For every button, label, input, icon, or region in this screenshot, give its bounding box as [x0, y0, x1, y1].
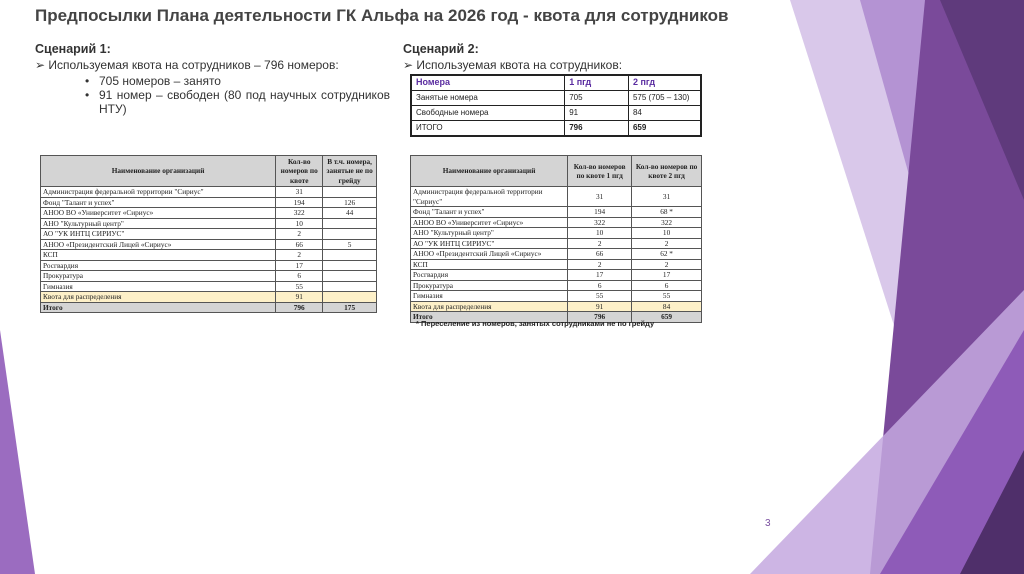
- table-cell: 6: [276, 271, 323, 282]
- slide-title: Предпосылки Плана деятельности ГК Альфа на 2026 год - квота для сотрудников: [35, 6, 729, 25]
- table-cell: 31: [276, 187, 323, 198]
- table-row: [41, 208, 377, 219]
- table-cell: 796: [565, 121, 629, 137]
- table-cell: Администрация федеральной территории "Сириус": [41, 187, 276, 198]
- table-row: [41, 187, 377, 198]
- table-cell: 68 *: [632, 207, 702, 218]
- table-cell: [323, 187, 377, 198]
- table-cell: КСП: [41, 250, 276, 261]
- table-row: [411, 217, 702, 228]
- quota-table-scenario-1: [40, 155, 377, 313]
- column-header: Наименование организаций: [41, 156, 276, 187]
- table-row: [411, 187, 702, 207]
- table-row: [411, 301, 702, 312]
- table-cell: Свободные номера: [411, 106, 565, 121]
- table-cell: 6: [632, 280, 702, 291]
- column-header: В т.ч. номера, занятые не по грейду: [323, 156, 377, 187]
- table-cell: 91: [568, 301, 632, 312]
- table-cell: 2: [276, 229, 323, 240]
- table-cell: 2: [632, 238, 702, 249]
- table-row: [41, 218, 377, 229]
- table-row: [41, 239, 377, 250]
- table-cell: АНОО «Президентский Лицей «Сириус»: [411, 249, 568, 260]
- table-cell: 91: [565, 106, 629, 121]
- table-row: [411, 249, 702, 260]
- table-cell: Итого: [41, 302, 276, 313]
- scenario-1-bullet: • 91 номер – свободен (80 под научных сотрудников НТУ): [85, 88, 390, 116]
- table-cell: 17: [632, 270, 702, 281]
- table-cell: 2: [568, 259, 632, 270]
- table-cell: Фонд "Талант и успех": [41, 197, 276, 208]
- table-row: [411, 238, 702, 249]
- table-cell: 5: [323, 239, 377, 250]
- table-cell: 659: [628, 121, 701, 137]
- table-row: [411, 91, 701, 106]
- table-cell: 575 (705 – 130): [628, 91, 701, 106]
- table-cell: 10: [632, 228, 702, 239]
- column-header: Кол-во номеров по квоте 1 пгд: [568, 156, 632, 187]
- table-cell: 84: [628, 106, 701, 121]
- table-cell: [323, 260, 377, 271]
- table-cell: 796: [276, 302, 323, 313]
- table-cell: 194: [276, 197, 323, 208]
- scenario-1-bullet: • 705 номеров – занято: [85, 74, 390, 88]
- column-header: Наименование организаций: [411, 156, 568, 187]
- column-header: Номера: [411, 75, 565, 91]
- table-cell: Росгвардия: [41, 260, 276, 271]
- table-cell: [323, 250, 377, 261]
- table-cell: 659: [632, 312, 702, 323]
- table-header-row: [41, 156, 377, 187]
- table-cell: [323, 271, 377, 282]
- column-header: 1 пгд: [565, 75, 629, 91]
- table-cell: 44: [323, 208, 377, 219]
- table-cell: 322: [568, 217, 632, 228]
- scenario-1-text: Используемая квота на сотрудников – 796 номеров:: [48, 58, 339, 72]
- table-row: [41, 260, 377, 271]
- table-cell: 62 *: [632, 249, 702, 260]
- table-cell: 17: [276, 260, 323, 271]
- table-cell: 55: [276, 281, 323, 292]
- table-cell: АНОО ВО «Университет «Сириус»: [411, 217, 568, 228]
- table-cell: 322: [276, 208, 323, 219]
- table-row: [411, 121, 701, 137]
- scenario-1-heading: Сценарий 1:: [35, 42, 111, 56]
- table-cell: Занятые номера: [411, 91, 565, 106]
- table-row: [411, 291, 702, 302]
- table-cell: Прокуратура: [411, 280, 568, 291]
- table-cell: 6: [568, 280, 632, 291]
- table-cell: 194: [568, 207, 632, 218]
- table-cell: 2: [276, 250, 323, 261]
- table-header-row: [411, 75, 701, 91]
- table-cell: 322: [632, 217, 702, 228]
- table-row: [411, 228, 702, 239]
- scenario-1-line: ➢ Используемая квота на сотрудников – 796 номеров:: [35, 58, 339, 72]
- table-cell: КСП: [411, 259, 568, 270]
- table-cell: Фонд "Талант и успех": [411, 207, 568, 218]
- footnote: * Переселение из номеров, занятых сотрудниками не по грейду: [416, 319, 655, 328]
- scenario-1: [35, 42, 390, 116]
- scenario-2-heading: Сценарий 2:: [403, 42, 479, 56]
- column-header: Кол-во номеров по квоте 2 пгд: [632, 156, 702, 187]
- table-cell: АНО "Культурный центр": [41, 218, 276, 229]
- table-row: [41, 302, 377, 313]
- table-cell: 84: [632, 301, 702, 312]
- table-cell: 91: [276, 292, 323, 303]
- summary-table: [410, 74, 702, 137]
- quota-table-scenario-2: [410, 155, 702, 323]
- table-row: [41, 271, 377, 282]
- table-cell: 2: [568, 238, 632, 249]
- table-cell: ИТОГО: [411, 121, 565, 137]
- table-row: [41, 250, 377, 261]
- table-cell: [323, 218, 377, 229]
- table-cell: 10: [276, 218, 323, 229]
- table-cell: Администрация федеральной территории "Сириус": [411, 187, 568, 207]
- table-cell: Гимназия: [411, 291, 568, 302]
- table-cell: 175: [323, 302, 377, 313]
- table-cell: [323, 292, 377, 303]
- table-cell: 2: [632, 259, 702, 270]
- table-header-row: [411, 156, 702, 187]
- scenario-2: [403, 42, 703, 74]
- table-cell: АНО "Культурный центр": [411, 228, 568, 239]
- table-row: [41, 281, 377, 292]
- table-row: [41, 292, 377, 303]
- table-row: [411, 280, 702, 291]
- table-cell: 31: [632, 187, 702, 207]
- table-cell: 705: [565, 91, 629, 106]
- table-cell: АО "УК ИНТЦ СИРИУС": [41, 229, 276, 240]
- table-cell: 17: [568, 270, 632, 281]
- table-cell: Гимназия: [41, 281, 276, 292]
- table-cell: Квота для распределения: [41, 292, 276, 303]
- column-header: 2 пгд: [628, 75, 701, 91]
- page-number: 3: [765, 518, 771, 529]
- table-cell: 10: [568, 228, 632, 239]
- scenario-2-text: Используемая квота на сотрудников:: [416, 58, 623, 72]
- table-row: [411, 270, 702, 281]
- table-cell: АО "УК ИНТЦ СИРИУС": [411, 238, 568, 249]
- table-row: [41, 197, 377, 208]
- column-header: Кол-во номеров по квоте: [276, 156, 323, 187]
- table-cell: [323, 281, 377, 292]
- table-cell: 796: [568, 312, 632, 323]
- table-row: [41, 229, 377, 240]
- table-row: [411, 207, 702, 218]
- table-row: [411, 106, 701, 121]
- table-row: [411, 259, 702, 270]
- table-cell: 55: [568, 291, 632, 302]
- table-cell: Прокуратура: [41, 271, 276, 282]
- scenario-2-line: ➢ Используемая квота на сотрудников:: [403, 58, 623, 72]
- table-cell: 66: [276, 239, 323, 250]
- table-cell: АНОО ВО «Университет «Сириус»: [41, 208, 276, 219]
- table-cell: 31: [568, 187, 632, 207]
- table-cell: 66: [568, 249, 632, 260]
- table-cell: Квота для распределения: [411, 301, 568, 312]
- table-cell: АНОО «Президентский Лицей «Сириус»: [41, 239, 276, 250]
- table-cell: Росгвардия: [411, 270, 568, 281]
- table-cell: Итого: [411, 312, 568, 323]
- table-cell: 55: [632, 291, 702, 302]
- table-cell: 126: [323, 197, 377, 208]
- table-cell: [323, 229, 377, 240]
